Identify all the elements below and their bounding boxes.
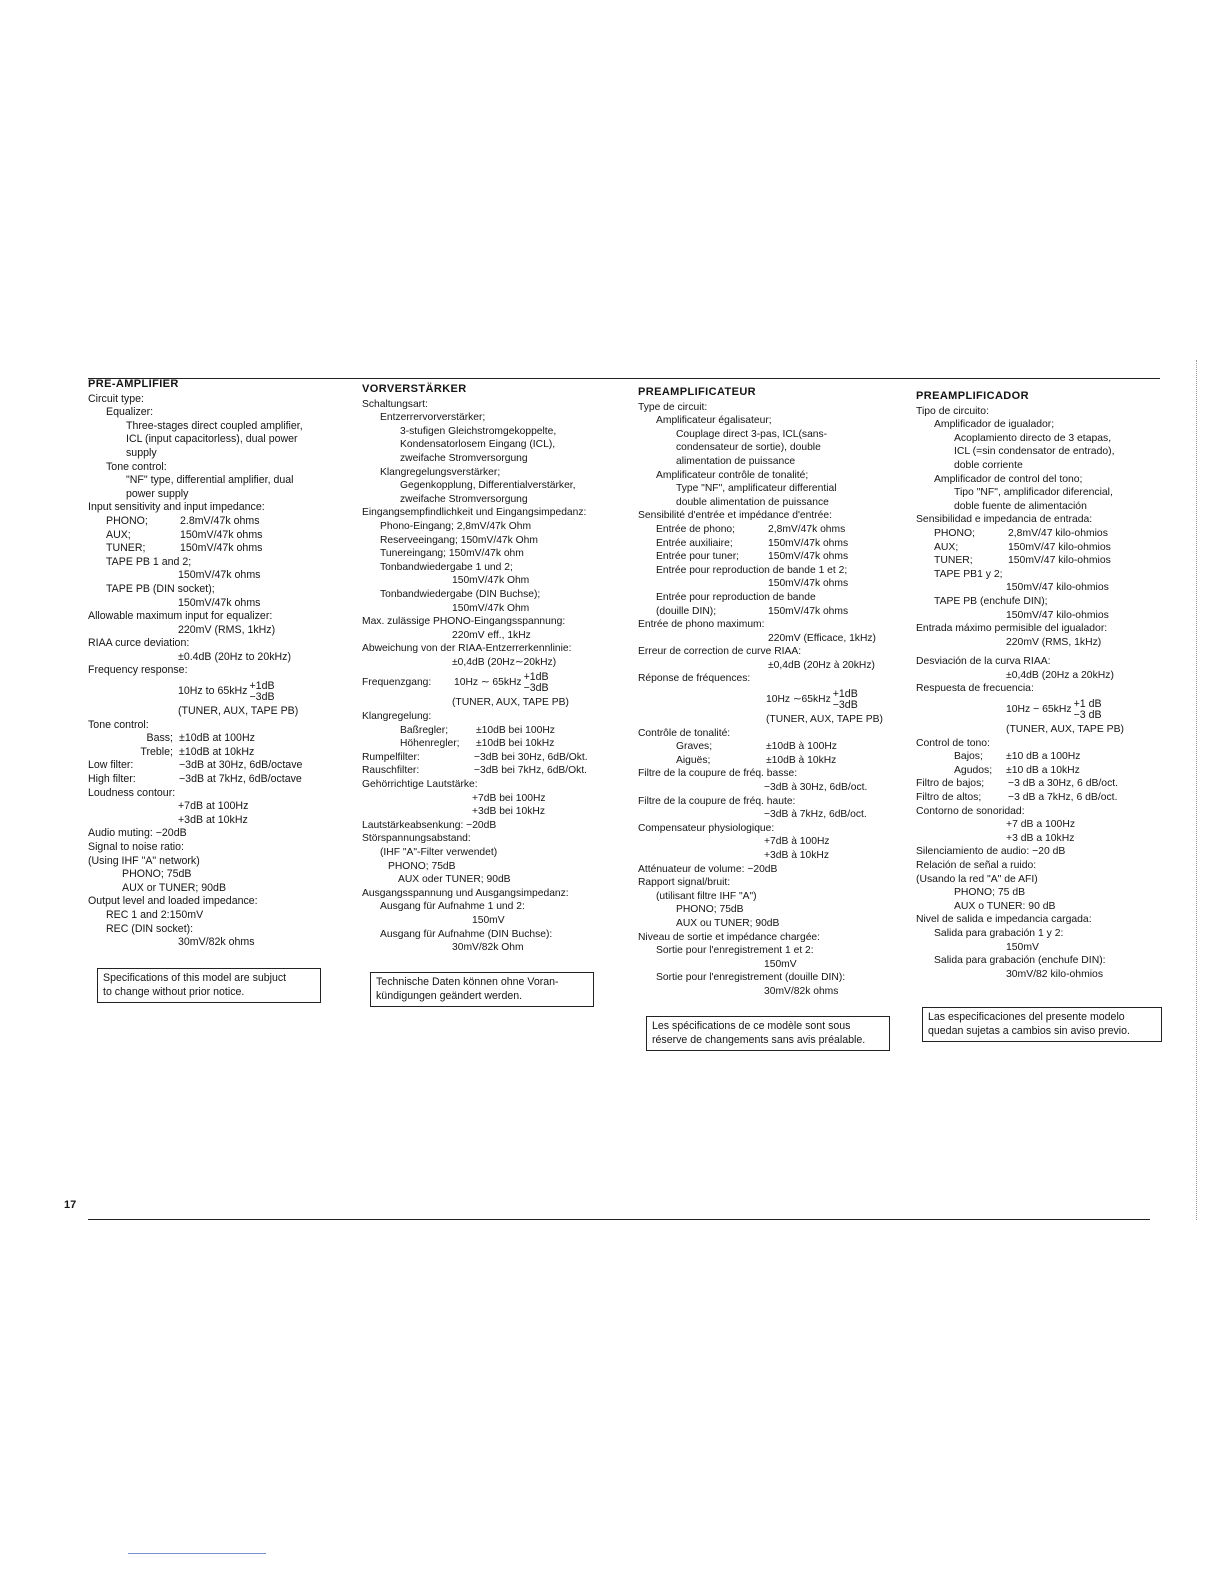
spec-label: Frequenzgang: xyxy=(362,677,432,689)
spec-value: 2,8mV/47k ohms xyxy=(768,523,846,535)
spec-value: 10Hz − 65kHz xyxy=(1006,703,1072,715)
spec-value: 10Hz to 65kHz xyxy=(178,684,248,697)
spec-value: +7dB bei 100Hz xyxy=(472,792,546,804)
spec-value: 150mV/47k ohms xyxy=(768,605,849,617)
spec-row xyxy=(88,773,303,787)
spec-key: PHONO; xyxy=(106,514,148,527)
spec-key: Filtro de altos; xyxy=(916,792,982,804)
spec-key: Rumpelfilter: xyxy=(362,751,420,763)
section-title: VORVERSTÄRKER xyxy=(362,383,467,395)
spec-key: Tonbandwiedergabe (DIN Buchse); xyxy=(380,588,541,600)
spec-row xyxy=(638,537,883,551)
spec-value: 150mV/47k ohms xyxy=(178,569,261,582)
notice-line: kündigungen geändert werden. xyxy=(376,989,523,1002)
spec-label: Entrée de phono maximum: xyxy=(638,619,765,631)
spec-key: Baßregler; xyxy=(400,724,449,736)
right-margin-marks xyxy=(1196,360,1197,1220)
spec-label: Lautstärkeabsenkung: −20dB xyxy=(362,819,497,831)
spec-value: ±10dB at 10kHz xyxy=(179,745,255,758)
notice-box-spanish xyxy=(922,1007,1162,1042)
spec-key: Filtro de bajos; xyxy=(916,778,985,790)
spec-label: Niveau de sortie et impédance chargée: xyxy=(638,931,821,943)
spec-label: Max. zulässige PHONO-Eingangsspannung: xyxy=(362,616,566,628)
spec-value: −3dB bei 30Hz, 6dB/Okt. xyxy=(474,751,588,763)
frequency-response-value xyxy=(88,678,303,705)
spec-key: Salida para grabación (enchufe DIN): xyxy=(934,955,1106,967)
spec-label: Loudness contour: xyxy=(88,786,176,799)
notice-line: to change without prior notice. xyxy=(103,985,245,998)
spec-label: Klangregelung: xyxy=(362,711,432,723)
column-english xyxy=(88,378,303,950)
tolerance-minus: −3dB xyxy=(249,690,275,703)
spec-label: Ausgangsspannung und Ausgangsimpedanz: xyxy=(362,887,569,899)
footer-link-line xyxy=(128,1553,266,1554)
spec-value: ±10dB at 100Hz xyxy=(179,732,255,745)
spec-value: 150mV/47 kilo-ohmios xyxy=(1006,582,1109,594)
spec-value: AUX o TUNER: 90 dB xyxy=(954,900,1056,912)
spec-value: +3dB at 10kHz xyxy=(178,813,248,826)
spec-value: 30mV/82k Ohm xyxy=(452,942,524,954)
spec-key: AUX; xyxy=(106,528,131,541)
spec-key: Filtre de la coupure de fréq. haute: xyxy=(638,795,796,807)
spec-key: Sortie pour l'enregistrement 1 et 2: xyxy=(656,945,814,957)
spec-key: Entrée auxiliaire; xyxy=(656,537,733,549)
notice-line: Technische Daten können ohne Voran- xyxy=(376,976,559,988)
spec-row xyxy=(638,523,883,537)
spec-label: Desviación de la curva RIAA: xyxy=(916,656,1051,668)
spec-key: TUNER; xyxy=(106,542,146,555)
spec-note: (TUNER, AUX, TAPE PB) xyxy=(178,705,299,718)
spec-key: Tonbandwiedergabe 1 und 2; xyxy=(380,561,513,573)
bottom-rule xyxy=(88,1219,1150,1220)
spec-note: (TUNER, AUX, TAPE PB) xyxy=(452,697,569,709)
spec-label: Réponse de fréquences: xyxy=(638,673,751,685)
spec-label: Störspannungsabstand: xyxy=(362,833,471,845)
spec-value: Phono-Eingang; 2,8mV/47k Ohm xyxy=(380,520,532,532)
spec-key: Höhenregler; xyxy=(400,738,460,750)
spec-text: Kondensatorlosem Eingang (ICL), xyxy=(400,439,556,451)
spec-value: 150mV xyxy=(472,914,505,926)
spec-label: Tone control: xyxy=(88,718,149,731)
spec-text: ICL (input capacitorless), dual power xyxy=(126,433,298,446)
spec-row xyxy=(88,542,303,556)
spec-value: 150mV/47k Ohm xyxy=(452,575,530,587)
spec-key: REC (DIN socket): xyxy=(106,922,194,935)
spec-text: (IHF "A"-Filter verwendet) xyxy=(380,847,498,858)
spec-label: Allowable maximum input for equalizer: xyxy=(88,610,273,623)
spec-key: Rauschfilter: xyxy=(362,765,420,777)
spec-row xyxy=(916,750,1124,764)
spec-text: "NF" type, differential amplifier, dual xyxy=(126,474,294,487)
spec-value: PHONO; 75 dB xyxy=(954,887,1026,899)
spec-value: ±10dB à 10kHz xyxy=(766,754,837,766)
spec-label: Type de circuit: xyxy=(638,401,708,413)
spec-text: doble corriente xyxy=(954,459,1023,471)
spec-key: Ausgang für Aufnahme (DIN Buchse): xyxy=(380,928,553,940)
spec-key: Bajos; xyxy=(954,751,983,763)
spec-text: alimentation de puissance xyxy=(676,455,796,467)
spec-label: Amplificador de igualador; xyxy=(934,419,1055,431)
spec-label: Respuesta de frecuencia: xyxy=(916,683,1034,695)
spec-key: Low filter: xyxy=(88,759,134,772)
spec-value: +7dB at 100Hz xyxy=(178,800,249,813)
spec-value: +7dB à 100Hz xyxy=(764,836,830,848)
spec-value: 150mV/47k ohms xyxy=(768,551,849,563)
spec-value: 150mV/47k ohms xyxy=(180,528,263,541)
notice-box-french xyxy=(646,1016,890,1051)
spec-label: Abweichung von der RIAA-Entzerrerkennlinie: xyxy=(362,643,572,655)
spec-label: Amplificateur contrôle de tonalité; xyxy=(656,469,809,481)
spec-value: 150mV xyxy=(1006,941,1039,953)
spec-text: Three-stages direct coupled amplifier, xyxy=(126,419,303,432)
spec-key: TAPE PB1 y 2; xyxy=(934,568,1003,580)
spec-label: Amplificateur égalisateur; xyxy=(656,415,772,427)
spec-row xyxy=(362,764,588,778)
spec-value: 2,8mV/47 kilo-ohmios xyxy=(1008,527,1108,539)
spec-value: Tunereingang; 150mV/47k ohm xyxy=(380,548,524,560)
column-french xyxy=(638,386,883,999)
spec-text: (utilisant filtre IHF "A") xyxy=(656,890,757,902)
spec-value: 150mV/47 kilo-ohmios xyxy=(1008,555,1111,567)
notice-line: Specifications of this model are subjuct xyxy=(103,972,287,984)
spec-label: Rapport signal/bruit: xyxy=(638,877,731,889)
spec-text: condensateur de sortie), double xyxy=(676,442,821,454)
notice-line: Las especificaciones del presente modelo xyxy=(928,1011,1125,1023)
column-german xyxy=(362,383,588,955)
spec-value: PHONO; 75dB xyxy=(676,904,744,916)
spec-label: Atténuateur de volume: −20dB xyxy=(638,863,778,875)
spec-value: 150mV/47 kilo-ohmios xyxy=(1008,541,1111,553)
spec-value: 220mV (Efficace, 1kHz) xyxy=(768,632,876,644)
spec-value: ±0,4dB (20Hz à 20kHz) xyxy=(768,659,875,671)
tolerance-plus: +1dB xyxy=(523,670,549,683)
spec-value: 150mV/47k Ohm xyxy=(452,602,530,614)
notice-box-english xyxy=(97,968,321,1003)
spec-value: 150mV/47k ohms xyxy=(768,537,849,549)
spec-key: Treble; xyxy=(140,745,173,758)
spec-value: +7 dB a 100Hz xyxy=(1006,819,1076,831)
spec-value: 30mV/82 kilo-ohmios xyxy=(1006,968,1104,980)
spec-value: ±10 dB a 100Hz xyxy=(1006,751,1081,763)
spec-label: Klangregelungsverstärker; xyxy=(380,466,501,478)
spec-value: PHONO; 75dB xyxy=(388,860,456,872)
spec-value: −3dB à 7kHz, 6dB/oct. xyxy=(764,809,867,821)
spec-text: Acoplamiento directo de 3 etapas, xyxy=(954,432,1112,444)
spec-row xyxy=(638,550,883,564)
spec-row xyxy=(362,751,588,765)
spec-key: PHONO; xyxy=(934,527,975,539)
spec-label: Sensibilité d'entrée et impédance d'entrée: xyxy=(638,510,832,522)
spec-text: zweifache Stromversorgung xyxy=(400,452,528,464)
spec-key: Ausgang für Aufnahme 1 und 2: xyxy=(380,901,525,913)
spec-value: AUX ou TUNER; 90dB xyxy=(676,917,780,929)
section-title: PRE-AMPLIFIER xyxy=(88,378,179,390)
spec-value: −3dB at 30Hz, 6dB/octave xyxy=(179,759,303,772)
spec-row xyxy=(916,791,1124,805)
spec-label: Eingangsempfindlichkeit und Eingangsimpedanz: xyxy=(362,507,587,519)
spec-value: −3 dB a 7kHz, 6 dB/oct. xyxy=(1008,792,1118,804)
spec-key: Filtre de la coupure de fréq. basse: xyxy=(638,768,798,780)
column-spanish xyxy=(916,390,1124,981)
spec-key: TAPE PB (enchufe DIN); xyxy=(934,595,1048,607)
frequency-response-value xyxy=(916,696,1124,723)
spec-label: Contorno de sonoridad: xyxy=(916,805,1025,817)
spec-value: ±0,4dB (20Hz∼20kHz) xyxy=(452,656,557,668)
spec-label: Contrôle de tonalité: xyxy=(638,727,731,739)
spec-label: Entzerrervorverstärker; xyxy=(380,412,486,424)
spec-value: 220mV (RMS, 1kHz) xyxy=(1006,636,1102,648)
spec-label: Nivel de salida e impedancia cargada: xyxy=(916,914,1092,926)
spec-value: ±10dB à 100Hz xyxy=(766,741,837,753)
spec-key: (douille DIN); xyxy=(656,605,717,617)
spec-row xyxy=(88,746,303,760)
spec-value: 150mV/47k ohms xyxy=(178,596,261,609)
spec-key: Sortie pour l'enregistrement (douille DIN): xyxy=(656,972,846,984)
spec-label: Tone control: xyxy=(106,460,167,473)
spec-row xyxy=(916,527,1124,541)
spec-row xyxy=(638,754,883,768)
spec-value: AUX or TUNER; 90dB xyxy=(122,881,227,894)
spec-label: Compensateur physiologique: xyxy=(638,822,775,834)
spec-row xyxy=(916,554,1124,568)
spec-text: ICL (=sin condensator de entrado), xyxy=(954,446,1115,458)
tolerance-minus: −3dB xyxy=(832,698,858,711)
spec-label: Sensibilidad e impedancia de entrada: xyxy=(916,514,1093,526)
spec-value: 150mV/47k ohms xyxy=(180,542,263,555)
tolerance-plus: +1dB xyxy=(249,679,275,692)
spec-key: TAPE PB 1 and 2; xyxy=(106,555,192,568)
spec-row xyxy=(88,529,303,543)
spec-key: Salida para grabación 1 y 2: xyxy=(934,927,1064,939)
spec-value: ±10dB bei 100Hz xyxy=(476,724,555,736)
spec-text: Couplage direct 3-pas, ICL(sans- xyxy=(676,428,828,440)
spec-label: Audio muting: −20dB xyxy=(88,827,187,840)
spec-text: (Using IHF "A" network) xyxy=(88,854,200,867)
spec-text: 3-stufigen Gleichstromgekoppelte, xyxy=(400,425,557,437)
spec-row xyxy=(362,724,588,738)
spec-note: (TUNER, AUX, TAPE PB) xyxy=(1006,724,1124,736)
spec-text: Tipo "NF", amplificador diferencial, xyxy=(954,487,1113,499)
spec-row xyxy=(638,740,883,754)
spec-key: Entrée pour reproduction de bande xyxy=(656,591,816,603)
page-number: 17 xyxy=(64,1199,77,1211)
frequency-response-row xyxy=(362,669,588,696)
spec-value: ±10dB bei 10kHz xyxy=(476,738,555,750)
spec-key: TUNER; xyxy=(934,555,973,567)
spec-note: (TUNER, AUX, TAPE PB) xyxy=(766,714,883,726)
spec-key: Aiguës; xyxy=(676,754,711,766)
spec-value: −3 dB a 30Hz, 6 dB/oct. xyxy=(1008,778,1119,790)
spec-label: Relación de señal a ruido: xyxy=(916,860,1037,871)
spec-value: ±0,4dB (20Hz a 20kHz) xyxy=(1006,669,1114,681)
spec-key: Entrée de phono; xyxy=(656,523,736,535)
spec-row xyxy=(916,541,1124,555)
spec-value: 2.8mV/47k ohms xyxy=(180,514,260,527)
spec-label: Erreur de correction de curve RIAA: xyxy=(638,646,802,658)
spec-value: ±0.4dB (20Hz to 20kHz) xyxy=(178,650,291,663)
spec-label: Input sensitivity and input impedance: xyxy=(88,501,265,514)
spec-row xyxy=(916,764,1124,778)
spec-row xyxy=(916,777,1124,791)
tolerance-minus: −3dB xyxy=(523,681,549,694)
spec-key: High filter: xyxy=(88,773,136,786)
spec-value: 220mV eff., 1kHz xyxy=(452,629,531,641)
notice-box-german xyxy=(370,972,594,1007)
spec-label: Output level and loaded impedance: xyxy=(88,895,258,908)
spec-text: Type "NF", amplificateur differential xyxy=(676,483,837,495)
section-title: PREAMPLIFICATEUR xyxy=(638,386,757,398)
spec-text: (Usando la red "A" de AFI) xyxy=(916,873,1038,885)
tolerance-minus: −3 dB xyxy=(1073,708,1102,721)
spec-row xyxy=(362,737,588,751)
spec-key: Bass; xyxy=(146,732,173,745)
spec-key: Entrée pour reproduction de bande 1 et 2; xyxy=(656,564,848,576)
spec-label: Amplificador de control del tono; xyxy=(934,473,1083,485)
spec-row xyxy=(88,732,303,746)
spec-row xyxy=(88,515,303,529)
spec-value: 10Hz ∼ 65kHz xyxy=(454,677,522,689)
spec-label: Tipo de circuito: xyxy=(916,405,989,417)
spec-value: 10Hz ∼65kHz xyxy=(766,693,831,705)
spec-value: 30mV/82k ohms xyxy=(178,936,255,949)
spec-text: power supply xyxy=(126,487,189,500)
spec-value: 150mV xyxy=(764,958,797,970)
spec-label: Silenciamiento de audio: −20 dB xyxy=(916,846,1066,858)
spec-label: Frequency response: xyxy=(88,664,188,677)
spec-value: PHONO; 75dB xyxy=(122,868,192,881)
notice-line: réserve de changements sans avis préalable. xyxy=(652,1033,866,1046)
spec-label: Schaltungsart: xyxy=(362,398,428,410)
spec-value: AUX oder TUNER; 90dB xyxy=(398,874,511,886)
spec-value: −3dB à 30Hz, 6dB/oct. xyxy=(764,782,868,794)
frequency-response-value xyxy=(638,686,883,713)
spec-key: AUX; xyxy=(934,541,959,553)
spec-value: 150mV/47k ohms xyxy=(768,578,849,590)
spec-label: Signal to noise ratio: xyxy=(88,841,184,853)
spec-value: 220mV (RMS, 1kHz) xyxy=(178,623,276,636)
spec-key: Entrée pour tuner; xyxy=(656,551,739,563)
spec-label: Entrada máximo permisible del igualador: xyxy=(916,623,1108,635)
spec-text: supply xyxy=(126,446,157,459)
spec-value: +3dB bei 10kHz xyxy=(472,806,545,818)
spec-text: doble fuente de alimentación xyxy=(954,500,1087,512)
spec-key: Graves; xyxy=(676,741,713,753)
spec-key: Agudos; xyxy=(954,764,993,776)
spec-key: TAPE PB (DIN socket); xyxy=(106,582,215,595)
spec-value: 30mV/82k ohms xyxy=(764,985,839,997)
spec-value: Reserveeingang; 150mV/47k Ohm xyxy=(380,534,538,546)
tolerance-plus: +1dB xyxy=(832,687,858,700)
spec-row xyxy=(638,605,883,619)
section-title: PREAMPLIFICADOR xyxy=(916,390,1029,402)
spec-label: Circuit type: xyxy=(88,392,144,405)
spec-label: Gehörrichtige Lautstärke: xyxy=(362,779,478,791)
spec-value: +3 dB a 10kHz xyxy=(1006,832,1075,844)
spec-value: +3dB à 10kHz xyxy=(764,850,829,861)
spec-text: zweifache Stromversorgung xyxy=(400,493,528,505)
spec-label: Control de tono: xyxy=(916,737,990,749)
spec-text: double alimentation de puissance xyxy=(676,496,829,508)
spec-value: REC 1 and 2:150mV xyxy=(106,908,204,921)
spec-row xyxy=(88,759,303,773)
spec-label: Equalizer: xyxy=(106,406,154,419)
spec-value: ±10 dB a 10kHz xyxy=(1006,764,1080,776)
spec-value: −3dB bei 7kHz, 6dB/Okt. xyxy=(474,765,588,777)
notice-line: quedan sujetas a cambios sin aviso previo. xyxy=(928,1024,1130,1037)
tolerance-plus: +1 dB xyxy=(1073,697,1102,710)
spec-text: Gegenkopplung, Differentialverstärker, xyxy=(400,480,576,492)
spec-value: −3dB at 7kHz, 6dB/octave xyxy=(179,773,302,786)
notice-line: Les spécifications de ce modèle sont sous xyxy=(652,1020,851,1032)
spec-label: RIAA curce deviation: xyxy=(88,637,190,650)
spec-value: 150mV/47 kilo-ohmios xyxy=(1006,609,1109,621)
